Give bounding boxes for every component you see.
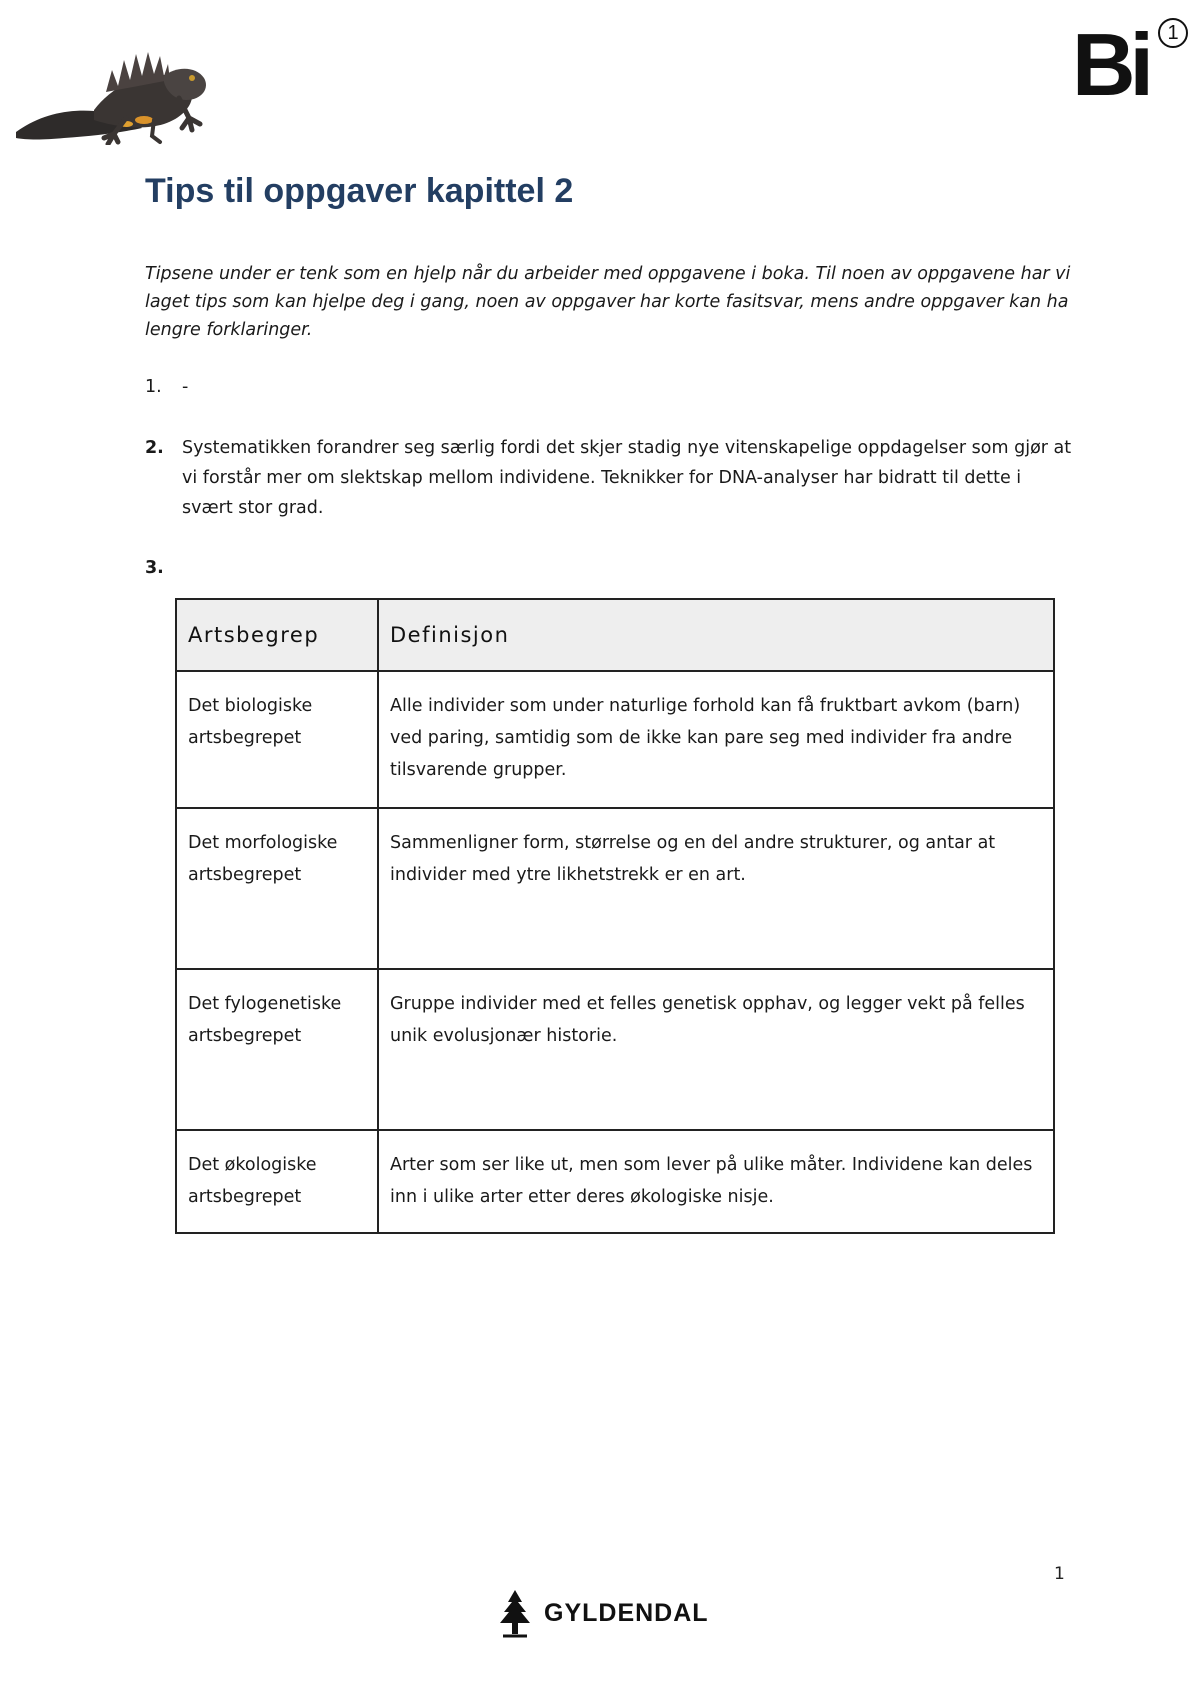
newt-icon: [14, 20, 224, 145]
concept-cell: Det fylogenetiske artsbegrepet: [176, 969, 378, 1130]
definition-cell: Arter som ser like ut, men som lever på ulike måter. Individene kan deles inn i ulike arter etter deres økologiske nisje.: [378, 1130, 1054, 1233]
page-number: 1: [1054, 1564, 1065, 1584]
species-concepts-table: [175, 598, 1055, 1234]
book-logo-text: Bi: [1072, 15, 1148, 114]
table-row: [176, 1130, 1054, 1233]
question-number: 1.: [145, 377, 162, 397]
question-number: 3.: [145, 558, 164, 578]
concept-cell: Det biologiske artsbegrepet: [176, 671, 378, 808]
spruce-tree-icon: [495, 1590, 535, 1638]
question-answer: Systematikken forandrer seg særlig fordi det skjer stadig nye vitenskapelige oppdagelser som gjør at vi forstår mer om slektskap mellom individene. Teknikker for DNA-analyser har bidratt til dette i svært stor grad.: [182, 438, 1072, 518]
definition-cell: Sammenligner form, størrelse og en del andre strukturer, og antar at individer med ytre likhetstrekk er en art.: [378, 808, 1054, 969]
intro-paragraph: Tipsene under er tenk som en hjelp når du arbeider med oppgavene i boka. Til noen av oppgavene har vi laget tips som kan hjelpe deg i gang, noen av oppgaver har korte fasitsvar, mens andre oppgaver kan ha lengre forklaringer.: [145, 264, 1071, 340]
concept-cell: Det morfologiske artsbegrepet: [176, 808, 378, 969]
column-header-concept: Artsbegrep: [176, 599, 378, 671]
book-logo-badge: 1: [1158, 18, 1188, 48]
definition-cell: Alle individer som under naturlige forhold kan få fruktbart avkom (barn) ved paring, samtidig som de ikke kan pare seg med individer fra andre tilsvarende grupper.: [378, 671, 1054, 808]
book-logo: [1072, 15, 1188, 114]
table-row: [176, 808, 1054, 969]
table-header-row: [176, 599, 1054, 671]
publisher-name: GYLDENDAL: [544, 1599, 709, 1627]
column-header-definition: Definisjon: [378, 599, 1054, 671]
question-number: 2.: [145, 438, 164, 458]
definition-cell: Gruppe individer med et felles genetisk opphav, og legger vekt på felles unik evolusjonær historie.: [378, 969, 1054, 1130]
concept-cell: Det økologiske artsbegrepet: [176, 1130, 378, 1233]
table-row: [176, 671, 1054, 808]
table-row: [176, 969, 1054, 1130]
page-title: Tips til oppgaver kapittel 2: [145, 172, 574, 210]
question-answer: -: [182, 377, 189, 397]
publisher-logo: [495, 1590, 725, 1638]
